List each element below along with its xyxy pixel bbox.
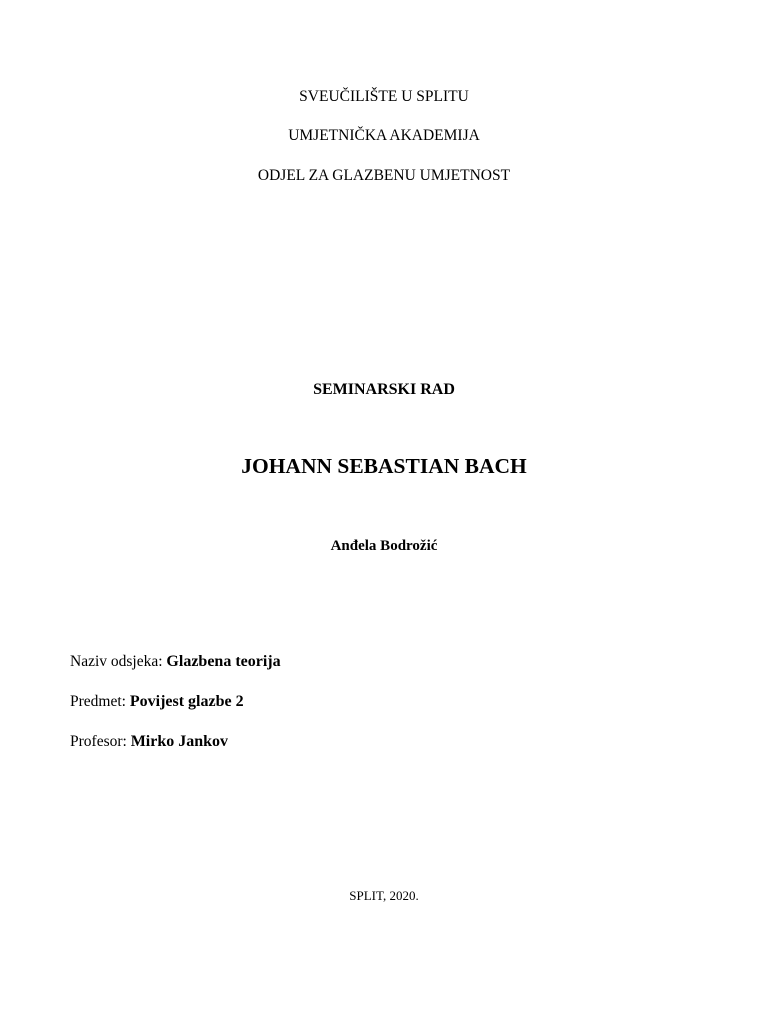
professor-info-value: Mirko Jankov	[130, 733, 229, 750]
author-name: Anđela Bodrožić	[330, 538, 438, 554]
place-and-date: SPLIT, 2020.	[349, 888, 419, 903]
department-info-value: Glazbena teorija	[166, 653, 281, 670]
professor-info-label: Profesor:	[70, 733, 127, 750]
department-info-line	[70, 654, 281, 670]
subject-info-value: Povijest glazbe 2	[129, 693, 244, 710]
document-title: JOHANN SEBASTIAN BACH	[241, 454, 527, 478]
academy-name: UMJETNIČKA AKADEMIJA	[288, 127, 480, 144]
department-info-label: Naziv odsjeka:	[70, 653, 163, 670]
subject-info-label: Predmet:	[70, 693, 126, 710]
professor-info-line	[70, 734, 228, 750]
document-type: SEMINARSKI RAD	[313, 381, 455, 398]
department-name: ODJEL ZA GLAZBENU UMJETNOST	[257, 167, 511, 184]
university-name: SVEUČILIŠTE U SPLITU	[299, 88, 469, 105]
subject-info-line	[70, 694, 244, 710]
